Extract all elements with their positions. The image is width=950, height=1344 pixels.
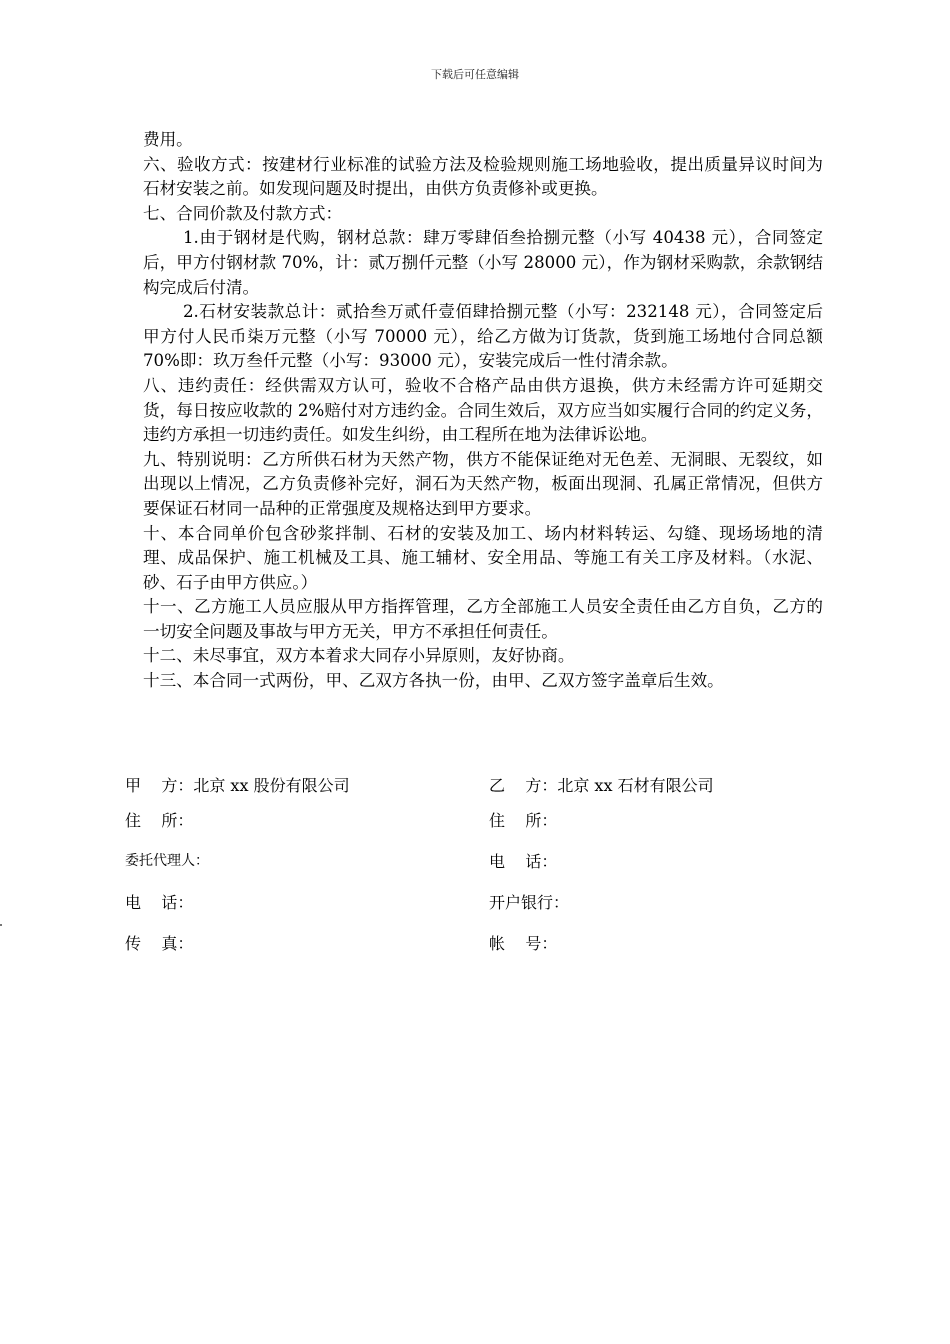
clause-special-notes: 九、特别说明：乙方所供石材为天然产物，供方不能保证绝对无色差、无洞眼、无裂纹，如出现以上情况，乙方负责修补完好，洞石为天然产物，板面出现洞、孔属正常情况，但供方要保证石材同一品种的正常强度及规格达到甲方要求。 <box>143 449 823 518</box>
clause-payment-heading: 七、合同价款及付款方式： <box>143 203 343 223</box>
party-a-fax: 传 真： <box>125 934 194 953</box>
margin-mark <box>0 924 2 926</box>
clause-payment-steel: 1.由于钢材是代购，钢材总款：肆万零肆佰叁拾捌元整（小写 40438 元），合同签定后，甲方付钢材款 70%，计：贰万捌仟元整（小写 28000 元），作为钢材采购款，余款钢结构完成后付清。 <box>143 228 823 297</box>
clause-copies: 十三、本合同一式两份，甲、乙双方各执一份，由甲、乙双方签字盖章后生效。 <box>143 671 724 691</box>
party-b-phone: 电 话： <box>489 852 558 871</box>
party-b-bank: 开户银行： <box>489 893 570 912</box>
contract-body <box>143 128 823 694</box>
clause-misc: 十二、未尽事宜，双方本着求大同存小异原则，友好协商。 <box>143 646 575 666</box>
clause-breach: 八、违约责任：经供需双方认可，验收不合格产品由供方退换，供方未经需方许可延期交货，每日按应收款的 2%赔付对方违约金。合同生效后，双方应当如实履行合同的约定义务，违约方承担一切违约责任。如发生纠纷，由工程所在地为法律诉讼地。 <box>143 375 823 445</box>
party-b-address: 住 所： <box>489 811 558 830</box>
clause-safety: 十一、乙方施工人员应服从甲方指挥管理，乙方全部施工人员安全责任由乙方自负，乙方的一切安全问题及事故与甲方无关，甲方不承担任何责任。 <box>143 597 823 641</box>
party-b-account: 帐 号： <box>489 934 558 953</box>
clause-fee-tail: 费用。 <box>143 130 193 149</box>
clause-payment-stone: 2.石材安装款总计：贰拾叁万贰仟壹佰肆拾捌元整（小写：232148 元），合同签定后甲方付人民币柒万元整（小写 70000 元），给乙方做为订货款，货到施工场地付合同总额 70%即：玖万叁仟元整（小写：93000 元），安装完成后一性付清余款。 <box>143 302 823 371</box>
page-header: 下载后可任意编辑 <box>431 68 519 81</box>
clause-unit-price: 十、本合同单价包含砂浆拌制、石材的安装及加工、场内材料转运、勾缝、现场场地的清理、成品保护、施工机械及工具、施工辅材、安全用品、等施工有关工序及材料。（水泥、砂、石子由甲方供应。） <box>143 523 823 592</box>
party-a-agent: 委托代理人： <box>125 853 209 869</box>
party-a-address: 住 所： <box>125 811 194 830</box>
clause-acceptance: 六、验收方式：按建材行业标准的试验方法及检验规则施工场地验收，提出质量异议时间为石材安装之前。如发现问题及时提出，由供方负责修补或更换。 <box>143 154 823 199</box>
party-a-phone: 电 话： <box>125 893 194 912</box>
party-b-name: 乙 方：北京 xx 石材有限公司 <box>489 776 714 795</box>
party-a-name: 甲 方：北京 xx 股份有限公司 <box>125 776 350 795</box>
